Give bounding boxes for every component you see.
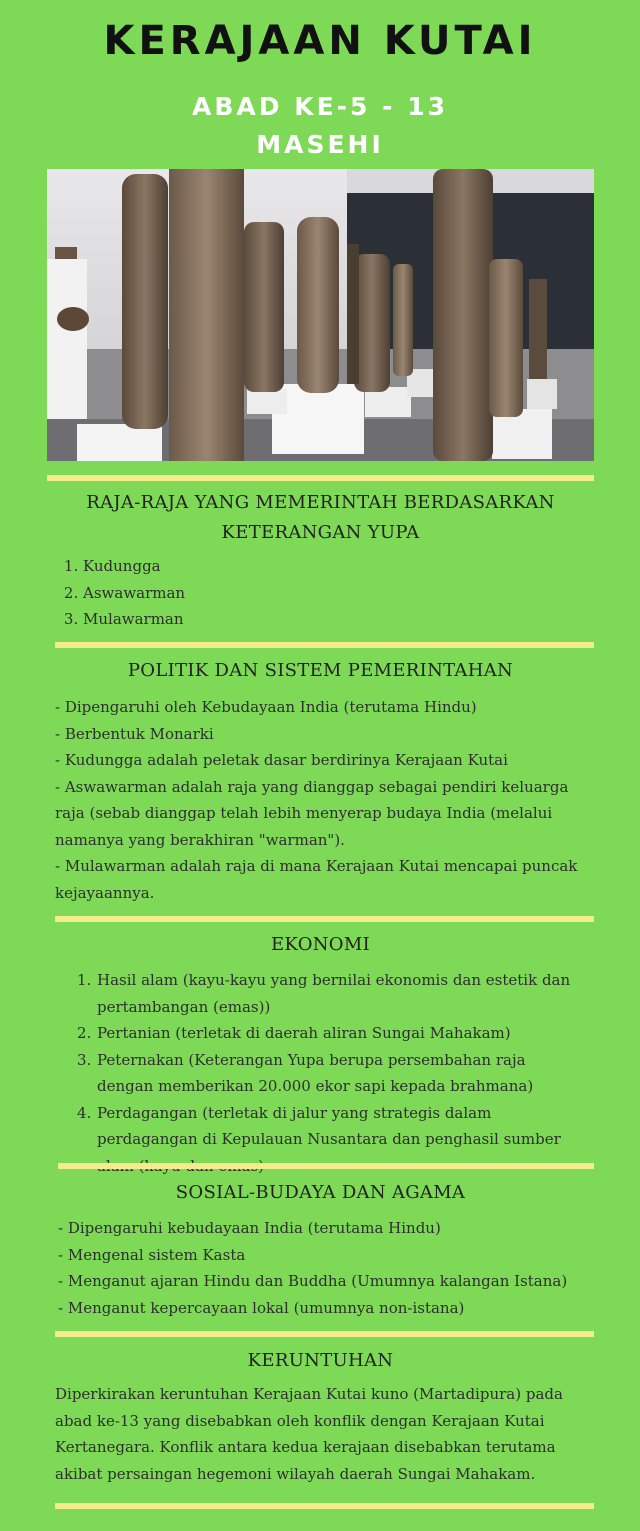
list-item: 2. Aswawarman — [83, 580, 567, 607]
text-line: - Menganut ajaran Hindu dan Buddha (Umumnya kalangan Istana) — [58, 1272, 568, 1290]
list-item: 1. Kudungga — [83, 553, 567, 580]
politics-text — [55, 694, 585, 906]
fall-heading: KERUNTUHAN — [247, 1350, 394, 1371]
social-text — [58, 1215, 588, 1321]
text-line: - Mulawarman adalah raja di mana Kerajaan Kutai mencapai puncak kejayaannya. — [55, 857, 578, 902]
list-item: 3. Mulawarman — [83, 606, 567, 633]
divider-1 — [47, 475, 594, 481]
divider-5 — [55, 1331, 594, 1337]
divider-3 — [55, 916, 594, 922]
economy-list — [55, 967, 575, 1179]
text-line: - Mengenal sistem Kasta — [58, 1245, 246, 1264]
text-line: - Dipengaruhi oleh Kebudayaan India (terutama Hindu) — [55, 698, 477, 716]
list-item: 3. Peternakan (Keterangan Yupa berupa persembahan raja dengan memberikan 20.000 ekor sapi kepada brahmana) — [77, 1050, 534, 1095]
social-heading: SOSIAL-BUDAYA DAN AGAMA — [175, 1182, 466, 1203]
text-line: - Berbentuk Monarki — [55, 724, 214, 743]
fall-text: Diperkirakan keruntuhan Kerajaan Kutai kuno (Martadipura) pada abad ke-13 yang disebabkan oleh konflik dengan Kerajaan Kutai Kertanegara. Konflik antara kedua kerajaan disebabkan terutama akibat persaingan hegemoni wilayah daerah Sungai Mahakam. — [55, 1385, 563, 1483]
economy-heading: EKONOMI — [270, 934, 370, 955]
subtitle-line-2: MASEHI — [256, 130, 384, 159]
list-item: 4. Perdagangan (terletak di jalur yang strategis dalam perdagangan di Kepulauan Nusantara dan penghasil sumber — [77, 1103, 561, 1148]
kings-heading: RAJA-RAJA YANG MEMERINTAH BERDASARKAN KETERANGAN YUPA — [86, 492, 555, 543]
list-item: 2. Pertanian (terletak di daerah aliran Sungai Mahakam) — [77, 1024, 511, 1042]
divider-6 — [55, 1503, 594, 1509]
text-line: - Aswawarman adalah raja yang dianggap sebagai pendiri keluarga raja (sebab dianggap telah lebih menyerap budaya India (melalui namanya yang berakhiran "warman"). — [55, 777, 569, 849]
divider-2 — [55, 642, 594, 648]
kings-list — [47, 553, 567, 633]
text-line: - Kudungga adalah peletak dasar berdirinya Kerajaan Kutai — [55, 751, 508, 769]
page-subtitle — [0, 88, 640, 164]
text-line: - Menganut kepercayaan lokal (umumnya non-istana) — [58, 1298, 465, 1317]
subtitle-line-1: ABAD KE-5 - 13 — [191, 92, 448, 121]
politics-heading: POLITIK DAN SISTEM PEMERINTAHAN — [127, 660, 514, 681]
list-item: 1. Hasil alam (kayu-kayu yang bernilai ekonomis dan estetik dan pertambangan (emas)) — [77, 971, 571, 1016]
divider-4 — [58, 1163, 594, 1169]
page-title: KERAJAAN KUTAI — [103, 18, 537, 64]
text-line: - Dipengaruhi kebudayaan India (terutama Hindu) — [58, 1219, 441, 1237]
yupa-stones-photo — [47, 169, 594, 461]
